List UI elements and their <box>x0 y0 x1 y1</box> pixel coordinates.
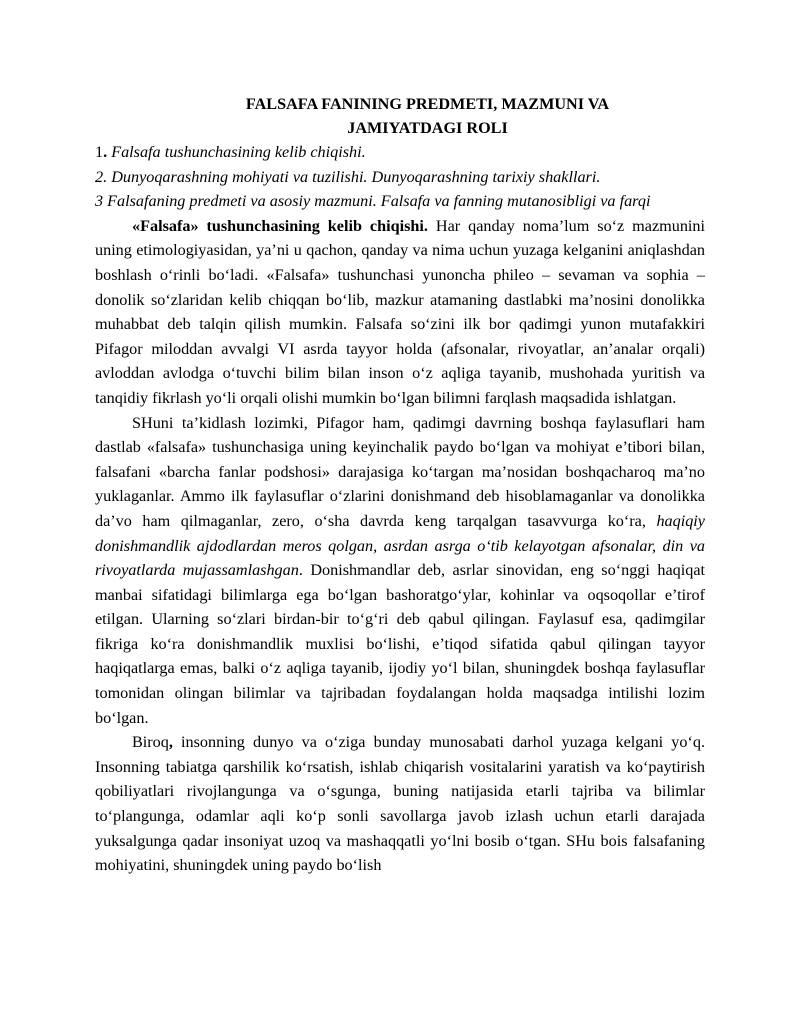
paragraph-2-text-b: . Donishmandlar deb, asrlar sinovidan, eng so‘nggi haqiqat manbai sifatidagi bilimlarga ega bo‘lgan bashoratgo‘ylar, kohinlar va oqsoqollar e’tirof etilgan. Ularning so‘zlari birdan-bir to‘g‘ri deb qabul qilingan. Faylasuf esa, qadimgilar fikriga ko‘ra donishmandlik muxlisi bo‘lishi, e’tiqod sifatida qabul qilingan tayyor haqiqatlarga emas, balki o‘z aqliga tayanib, ijodiy yo‘l bilan, shuningdek boshqa faylasuflar tomonidan olingan bilimlar va tajribadan foydalangan holda maqsadga intilishi lozim bo‘lgan. <box>95 561 706 727</box>
paragraph-2-text-a: SHuni ta’kidlash lozimki, Pifagor ham, qadimgi davrning boshqa faylasuflari ham dastlab «falsafa» tushunchasiga uning keyinchalik paydo bo‘lgan va mohiyat e’tibori bilan, falsafani «barcha fanlar podshosi» darajasiga ko‘targan ma’nosidan boshqacharoq ma’no yuklaganlar. Ammo ilk faylasuflar o‘zlarini donishmand deb hisoblamaganlar va donolikka da’vo ham qilmaganlar, zero, o‘sha davrda keng tarqalgan tasavvurga ko‘ra, <box>95 413 705 530</box>
outline-item-2 <box>95 165 705 190</box>
outline-number: 1 <box>95 143 104 161</box>
paragraph-3-text: insonning dunyo va o‘ziga bunday munosabati darhol yuzaga kelgani yo‘q. Insonning tabiatga qarshilik ko‘rsatish, ishlab chiqarish vositalarini yaratish va ko‘paytirish qobiliyatlari rivojlangunga va o‘sgunga, buning natijasida etarli tajriba va bilimlar to‘plangunga, odamlar aqli ko‘p sonli savollarga javob izlash uchun etarli darajada yuksalgunga qadar insoniyat uzoq va mashaqqatli yo‘lni bosib o‘tgan. SHu bois falsafaning mohiyatini, shuningdek uning paydo bo‘lish <box>95 733 705 875</box>
paragraph-1-text: Har qanday noma’lum so‘z mazmunini uning etimologiyasidan, ya’ni u qachon, qanday va nima uchun yuzaga kelganini aniqlashdan boshlash o‘rinli bo‘ladi. «Falsafa» tushunchasi yunoncha phileo – sevaman va sophia – donolik so‘zlaridan kelib chiqqan bo‘lib, mazkur atamaning dastlabki ma’nosini donolikka muhabbat deb talqin qilish mumkin. Falsafa so‘zini ilk bor qadimgi yunon mutafakkiri Pifagor miloddan avvalgi VI asrda tayyor holda (afsonalar, rivoyatlar, an’analar orqali) avloddan avlodga o‘tuvchi bilim bilan inson o‘z aqliga tayanib, mushohada yuritish va tanqidiy fikrlash yo‘li orqali olishi mumkin bo‘lgan bilimni farqlash maqsadida ishlatgan. <box>95 216 706 407</box>
outline-text: Falsafa tushunchasining kelib chiqishi. <box>107 143 366 161</box>
title-line-2: JAMIYATDAGI ROLI <box>347 119 508 137</box>
paragraph-1 <box>95 214 705 411</box>
topic-outline <box>95 140 705 214</box>
outline-separator: . <box>103 143 108 161</box>
outline-item-1 <box>95 140 705 165</box>
outline-text: 2. Dunyoqarashning mohiyati va tuzilishi. Dunyoqarashning tarixiy shakllari. <box>95 167 601 186</box>
paragraph-3-comma: , <box>168 733 173 752</box>
outline-item-3 <box>95 189 705 214</box>
paragraph-3 <box>95 730 705 878</box>
paragraph-2 <box>95 411 705 731</box>
paragraph-3-lead: Biroq <box>132 733 169 752</box>
paragraph-2-italic: haqiqiy donishmandlik ajdodlardan meros qolgan, asrdan asrga o‘tib kelayotgan afsonalar, din va rivoyatlarda mujassamlashgan <box>95 511 705 580</box>
outline-text: 3 Falsafaning predmeti va asosiy mazmuni. Falsafa va fanning mutanosibligi va farqi <box>95 192 651 211</box>
paragraph-1-heading: «Falsafa» tushunchasining kelib chiqishi. <box>132 216 428 235</box>
title-line-1: FALSAFA FANINING PREDMETI, MAZMUNI VA <box>245 95 610 113</box>
document-title <box>95 92 705 140</box>
